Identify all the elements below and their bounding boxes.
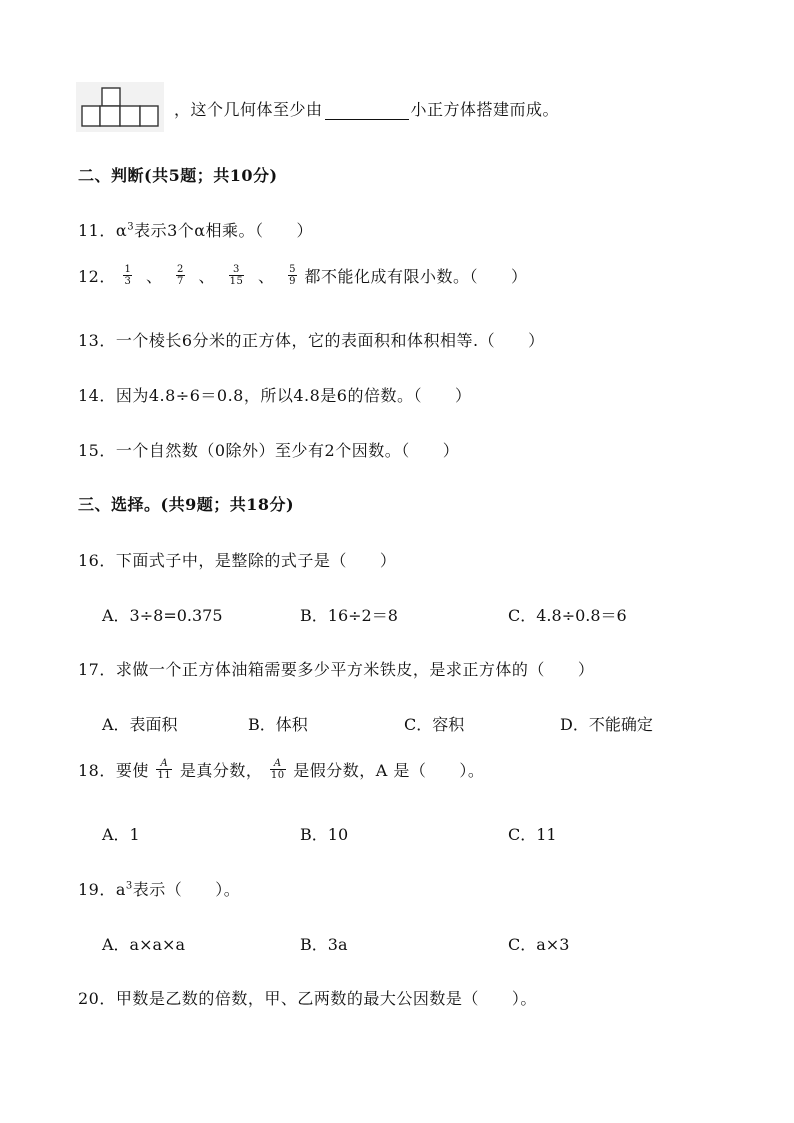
q12-fraction-4: $\frac{5}{9}$ <box>289 264 296 287</box>
section-3-title: 三、选择。(共9题；共18分) <box>78 495 295 514</box>
q18-fraction-2: $\frac{A}{10}$ <box>270 758 285 781</box>
q11-text: 表示3个α相乘。（ ） <box>134 221 314 240</box>
q16-option-b[interactable]: B．16÷2＝8 <box>300 606 398 625</box>
q10-suffix: 小正方体搭建而成。 <box>410 100 560 119</box>
q12-separator: 、 <box>257 267 275 286</box>
q12-separator: 、 <box>145 267 163 286</box>
question-12 <box>78 264 528 287</box>
q19-number: 19． <box>78 880 116 899</box>
q11-base: α <box>115 221 128 240</box>
q12-fraction-2: $\frac{2}{7}$ <box>177 264 184 287</box>
q17-option-a[interactable]: A．表面积 <box>102 715 178 734</box>
question-13: 13．一个棱长6分米的正方体，它的表面积和体积相等.（ ） <box>78 331 545 350</box>
q19-text: 表示（ ）。 <box>132 880 241 899</box>
q18-option-a[interactable]: A．1 <box>102 825 140 844</box>
q19-base: a <box>115 880 126 899</box>
q18-number: 18． <box>78 761 116 780</box>
q17-option-b[interactable]: B．体积 <box>248 715 308 734</box>
question-11 <box>78 218 313 241</box>
q10-answer-blank[interactable] <box>325 103 409 120</box>
q12-fraction-3: $\frac{3}{15}$ <box>229 264 244 287</box>
q12-number: 12． <box>78 267 116 286</box>
q18-option-c[interactable]: C．11 <box>508 825 557 844</box>
q19-option-a[interactable]: A．a×a×a <box>102 935 185 954</box>
cube-figure <box>76 82 164 136</box>
question-18 <box>78 758 484 781</box>
q12-fraction-1: $\frac{1}{3}$ <box>124 264 132 287</box>
question-16: 16．下面式子中，是整除的式子是（ ） <box>78 551 397 570</box>
question-19 <box>78 877 240 900</box>
q18-option-b[interactable]: B．10 <box>300 825 349 844</box>
q17-option-c[interactable]: C．容积 <box>404 715 465 734</box>
q19-option-b[interactable]: B．3a <box>300 935 348 954</box>
q17-option-d[interactable]: D．不能确定 <box>560 715 653 734</box>
q19-option-c[interactable]: C．a×3 <box>508 935 570 954</box>
q16-option-a[interactable]: A．3÷8=0.375 <box>102 606 223 625</box>
q12-separator: 、 <box>198 267 216 286</box>
q18-post: 是假分数，A 是（ ）。 <box>293 761 485 780</box>
q12-text: 都不能化成有限小数。（ ） <box>304 267 528 286</box>
q18-mid: 是真分数， <box>179 761 263 780</box>
q16-option-c[interactable]: C．4.8÷0.8＝6 <box>508 606 627 625</box>
question-10-tail <box>174 97 559 120</box>
q19-exponent: 3 <box>125 880 133 892</box>
question-14: 14．因为4.8÷6＝0.8，所以4.8是6的倍数。（ ） <box>78 386 472 405</box>
q10-prefix: ，这个几何体至少由 <box>174 100 323 119</box>
q18-fraction-1: $\frac{A}{11}$ <box>157 758 172 781</box>
q11-number: 11． <box>78 221 116 240</box>
question-20: 20．甲数是乙数的倍数，甲、乙两数的最大公因数是（ ）。 <box>78 989 537 1008</box>
section-2-title: 二、判断(共5题；共10分) <box>78 166 278 185</box>
q11-exponent: 3 <box>127 221 135 233</box>
question-15: 15．一个自然数（0除外）至少有2个因数。（ ） <box>78 441 460 460</box>
question-17: 17．求做一个正方体油箱需要多少平方米铁皮，是求正方体的（ ） <box>78 660 595 679</box>
q18-pre: 要使 <box>115 761 149 780</box>
